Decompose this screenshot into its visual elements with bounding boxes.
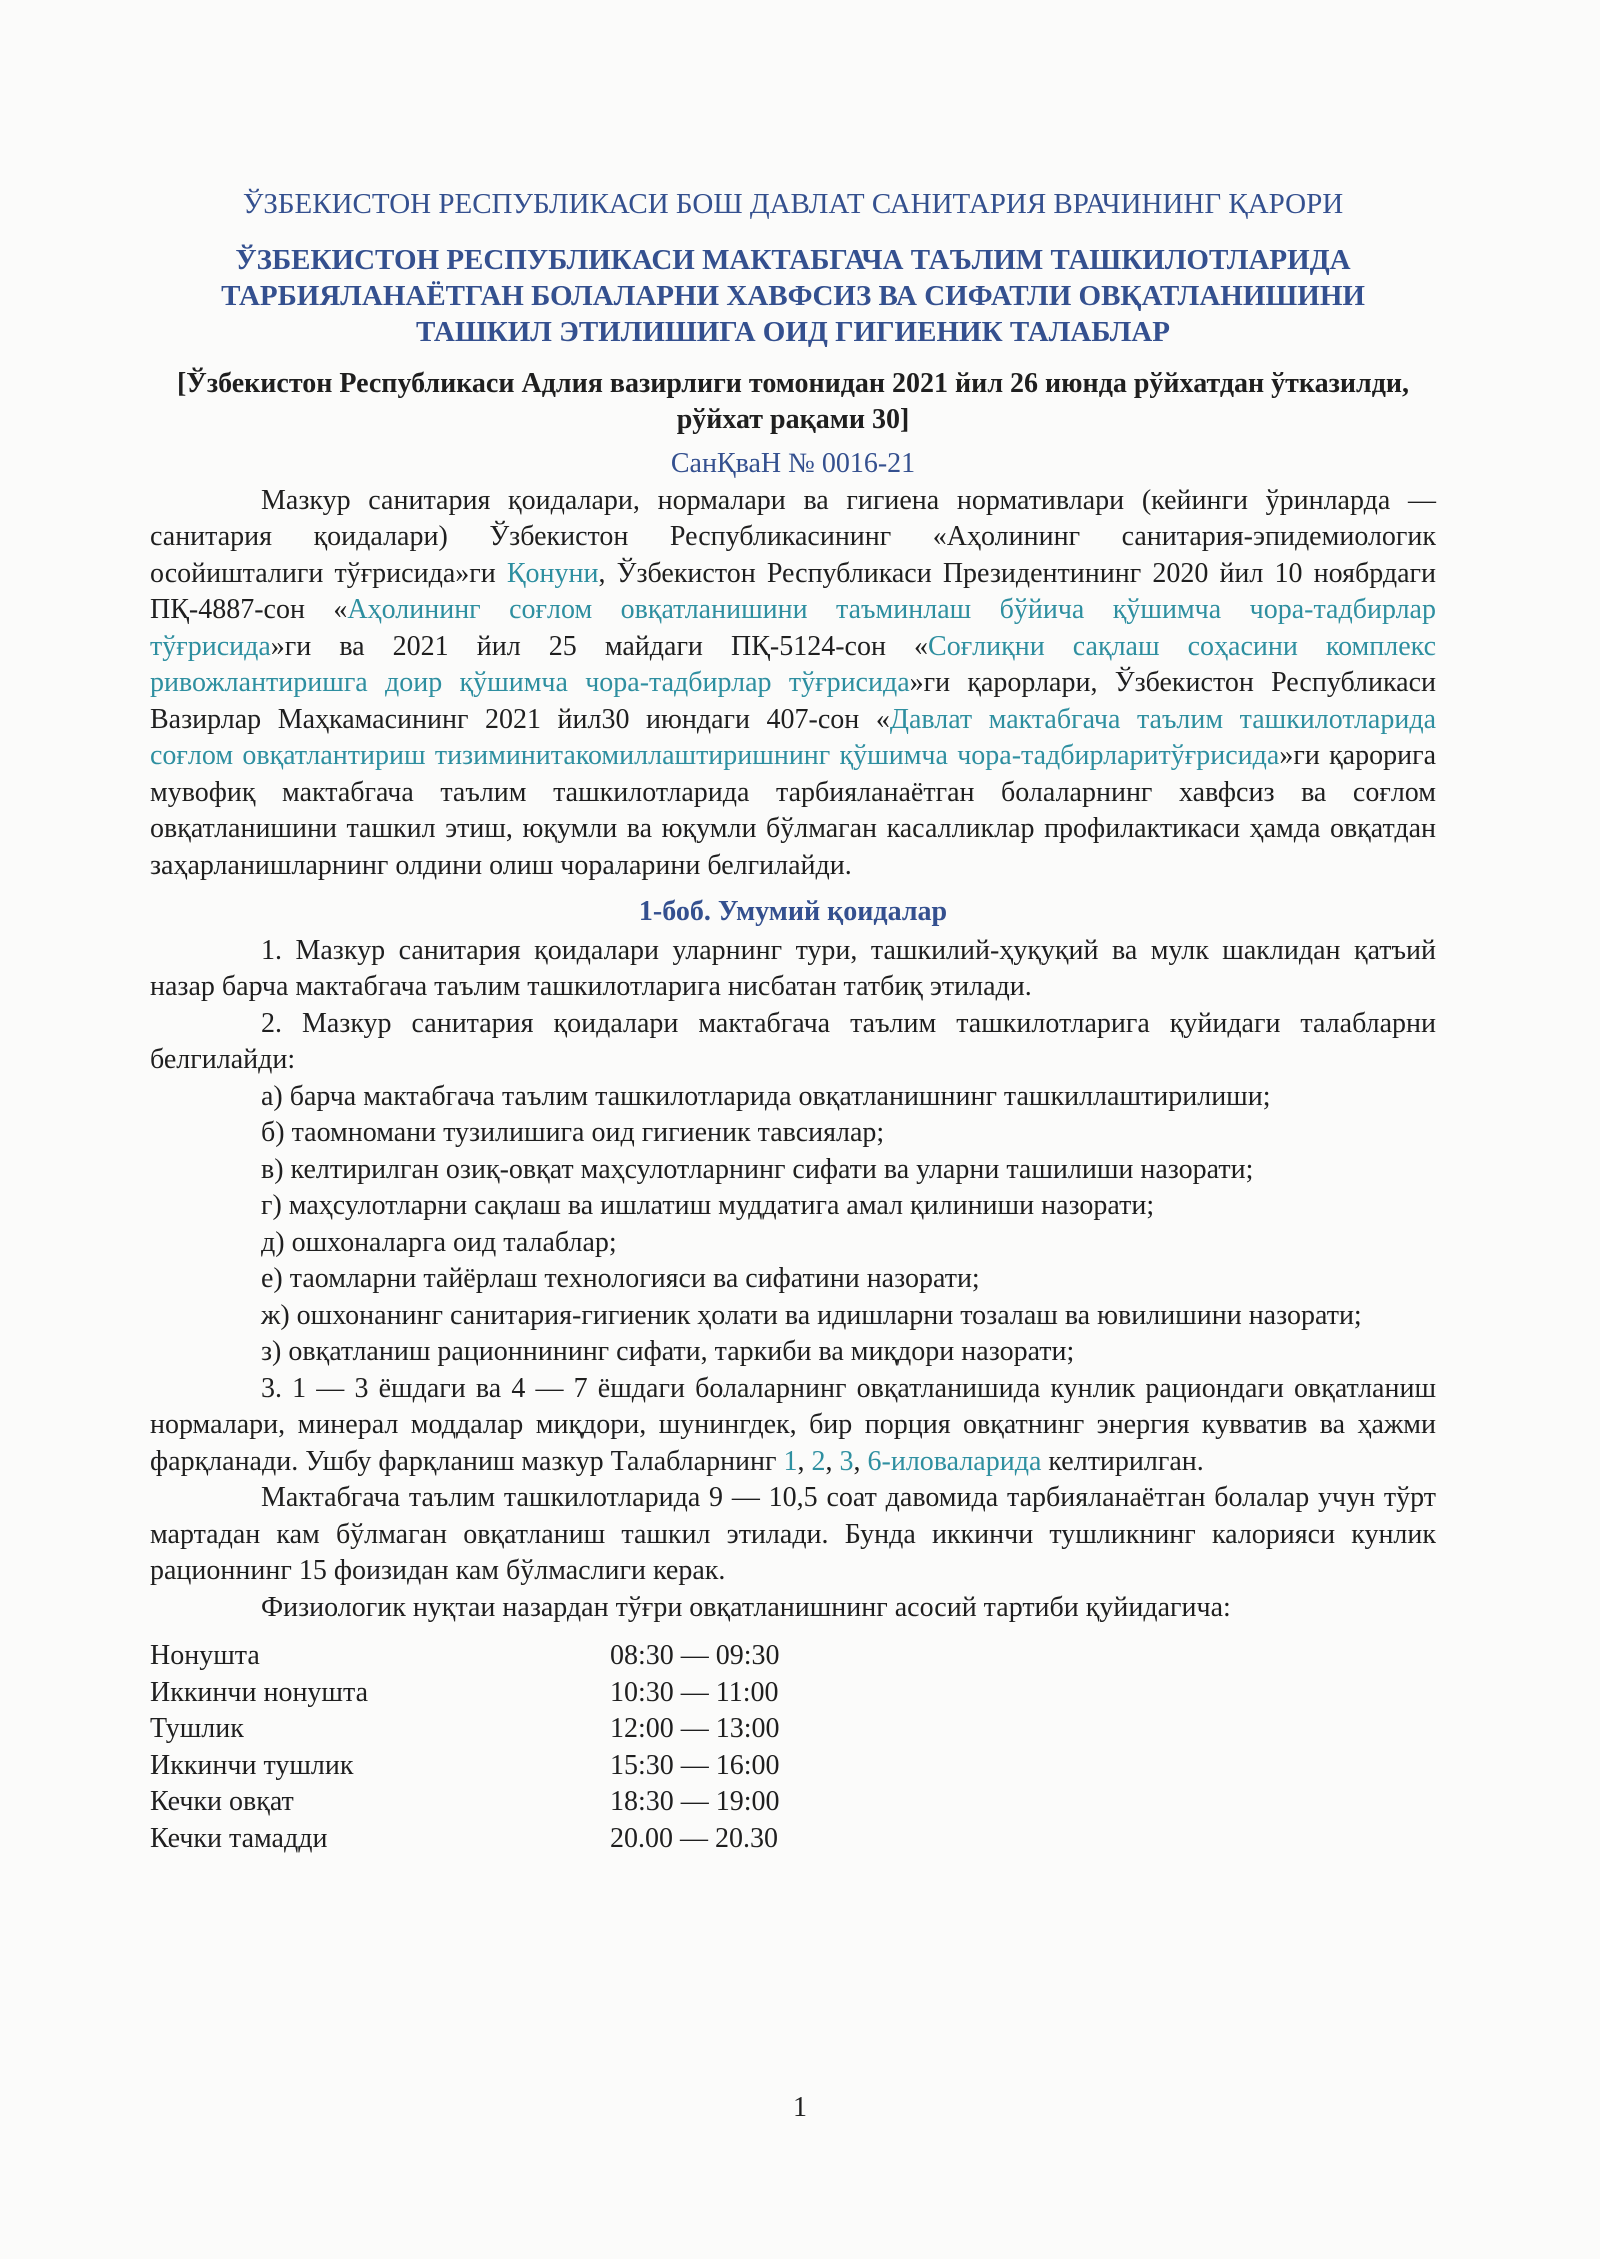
schedule-row — [150, 1638, 1436, 1675]
intro-text-3: »ги ва 2021 йил 25 майдаги ПҚ-5124-сон « — [270, 630, 929, 662]
meal-name: Кечки тамадди — [150, 1822, 328, 1854]
link-resolution-407[interactable]: Давлат мактабгача таълим ташкилотларида соғлом овқатлантириш тизиминитакомиллаштиришнинг қўшимча чора-тадбирларитўғрисида — [150, 703, 1436, 771]
meal-name: Кечки овқат — [150, 1786, 294, 1817]
meal-name: Тушлик — [150, 1713, 244, 1744]
clause-3-text: 3. 1 — 3 ёшдаги ва 4 — 7 ёшдаги болаларнинг овқатланишида кунлик рациондаги овқатланиш нормалари, минерал моддалар миқдори, шунингдек, бир порция овқатнинг энергия кувватив ва ҳажми фарқланади. Ушбу фарқланиш мазкур Талабларнинг — [150, 1372, 1436, 1477]
intro-paragraph — [150, 483, 1436, 885]
page-number: 1 — [793, 2092, 807, 2123]
meal-name: Нонушта — [150, 1640, 260, 1671]
separator: , — [797, 1445, 812, 1477]
meal-name: Иккинчи нонушта — [150, 1676, 368, 1708]
document-code: СанҚваН № 0016-21 — [670, 448, 916, 479]
clause-3-tail: келтирилган. — [1041, 1445, 1204, 1477]
meals-paragraph: Мактабгача таълим ташкилотларида 9 — 10,5 соат давомида тарбияланаётган болалар учун тўрт мартадан кам бўлмаган овқатланиш ташкил этилади. Бунда иккинчи тушликнинг калорияси кунлик рационнинг 15 фоизидан кам бўлмаслиги керак. — [150, 1482, 1436, 1586]
meal-time: 08:30 — 09:30 — [610, 1640, 780, 1671]
clause-2-item-b: б) таомномани тузилишига оид гигиеник тавсиялар; — [261, 1117, 885, 1148]
authority-heading: ЎЗБЕКИСТОН РЕСПУБЛИКАСИ БОШ ДАВЛАТ САНИТАРИЯ ВРАЧИНИНГ ҚАРОРИ — [242, 188, 1344, 220]
clause-2-item-v: в) келтирилган озиқ-овқат маҳсулотларнинг сифати ва уларни ташилиши назорати; — [261, 1153, 1254, 1185]
link-pk-5124[interactable]: Соғлиқни сақлаш соҳасини комплекс ривожлантиришга доир қўшимча чора-тадбирлар тўғрисида — [150, 630, 1436, 698]
intro-text-4: »ги қарорлари, Ўзбекистон Республикаси Вазирлар Маҳкамасининг 2021 йил30 июндаги 407-сон « — [150, 667, 1436, 735]
meal-schedule — [150, 1638, 1436, 1857]
schedule-row — [150, 1784, 1436, 1821]
intro-text-5: »ги қарорига мувофиқ мактабгача таълим ташкилотларида тарбияланаётган болаларнинг хавфсиз ва соғлом овқатланишини ташкил этиш, юқумли ва юқумли бўлмаган касалликлар профилактикаси ҳамда овқатдан заҳарланишларнинг олдини олиш чораларини белгилайди. — [150, 740, 1436, 881]
clause-2-item-zh: ж) ошхонанинг санитария-гигиеник ҳолати ва идишларни тозалаш ва ювилишини назорати; — [261, 1299, 1362, 1331]
clause-2-item-d: д) ошхоналарга оид талаблар; — [261, 1226, 617, 1258]
separator: , — [853, 1445, 868, 1477]
clause-2-item-g: г) маҳсулотларни сақлаш ва ишлатиш муддатига амал қилиниши назорати; — [261, 1190, 1155, 1221]
schedule-row — [150, 1711, 1436, 1748]
clause-2: 2. Мазкур санитария қоидалари мактабгача таълим ташкилотларига қуйидаги талабларни белгилайди: — [150, 1007, 1436, 1075]
schedule-row — [150, 1821, 1436, 1858]
separator: , — [825, 1445, 840, 1477]
link-annex-3[interactable]: 3 — [839, 1445, 854, 1477]
meal-time: 15:30 — 16:00 — [610, 1749, 780, 1781]
clause-1: 1. Мазкур санитария қоидалари уларнинг тури, ташкилий-ҳуқуқий ва мулк шаклидан қатъий назар барча мактабгача таълим ташкилотларига нисбатан татбиқ этилади. — [150, 934, 1436, 1002]
intro-text-1: Мазкур санитария қоидалари, нормалари ва гигиена нормативлари (кейинги ўринларда — санитария қоидалари) Ўзбекистон Республикасининг «Аҳолининг санитария-эпидемиологик осойишталиги тўғрисида»ги — [150, 484, 1436, 589]
link-pk-4887[interactable]: Аҳолининг соғлом овқатланишини таъминлаш бўйича қўшимча чора-тадбирлар тўғрисида — [150, 594, 1436, 662]
link-annex-2[interactable]: 2 — [811, 1445, 826, 1477]
registration-note: [Ўзбекистон Республикаси Адлия вазирлиги томонидан 2021 йил 26 июнда рўйхатдан ўтказилди, рўйхат рақами 30] — [176, 368, 1409, 435]
link-annex-6[interactable]: 6-иловаларида — [867, 1445, 1042, 1477]
document-title: ЎЗБЕКИСТОН РЕСПУБЛИКАСИ МАКТАБГАЧА ТАЪЛИМ ТАШКИЛОТЛАРИДА ТАРБИЯЛАНАЁТГАН БОЛАЛАРНИ ХАВФСИЗ ВА СИФАТЛИ ОВҚАТЛАНИШИНИ ТАШКИЛ ЭТИЛИШИГА ОИД ГИГИЕНИК ТАЛАБЛАР — [221, 244, 1365, 348]
meal-time: 12:00 — 13:00 — [610, 1713, 780, 1744]
document-body — [150, 186, 1436, 1857]
meal-name: Иккинчи тушлик — [150, 1749, 354, 1781]
link-annex-1[interactable]: 1 — [783, 1445, 798, 1477]
chapter-title: 1-боб. Умумий қоидалар — [638, 896, 948, 927]
clause-2-item-a: а) барча мактабгача таълим ташкилотларида овқатланишнинг ташкиллаштирилиши; — [261, 1080, 1271, 1112]
meal-time: 20.00 — 20.30 — [610, 1822, 778, 1854]
meal-time: 18:30 — 19:00 — [610, 1786, 780, 1817]
meal-time: 10:30 — 11:00 — [610, 1676, 779, 1708]
schedule-intro: Физиологик нуқтаи назардан тўғри овқатланишнинг асосий тартиби қуйидагича: — [261, 1591, 1231, 1623]
schedule-row — [150, 1675, 1436, 1712]
link-law[interactable]: Қонуни — [506, 557, 599, 589]
clause-2-item-e: е) таомларни тайёрлаш технологияси ва сифатини назорати; — [261, 1263, 980, 1294]
schedule-row — [150, 1748, 1436, 1785]
clause-2-item-z: з) овқатланиш рационнининг сифати, таркиби ва миқдори назорати; — [261, 1336, 1075, 1367]
clause-3 — [150, 1371, 1436, 1481]
intro-text-2: , Ўзбекистон Республикаси Президентининг 2020 йил 10 ноябрдаги ПҚ-4887-сон « — [150, 557, 1436, 625]
